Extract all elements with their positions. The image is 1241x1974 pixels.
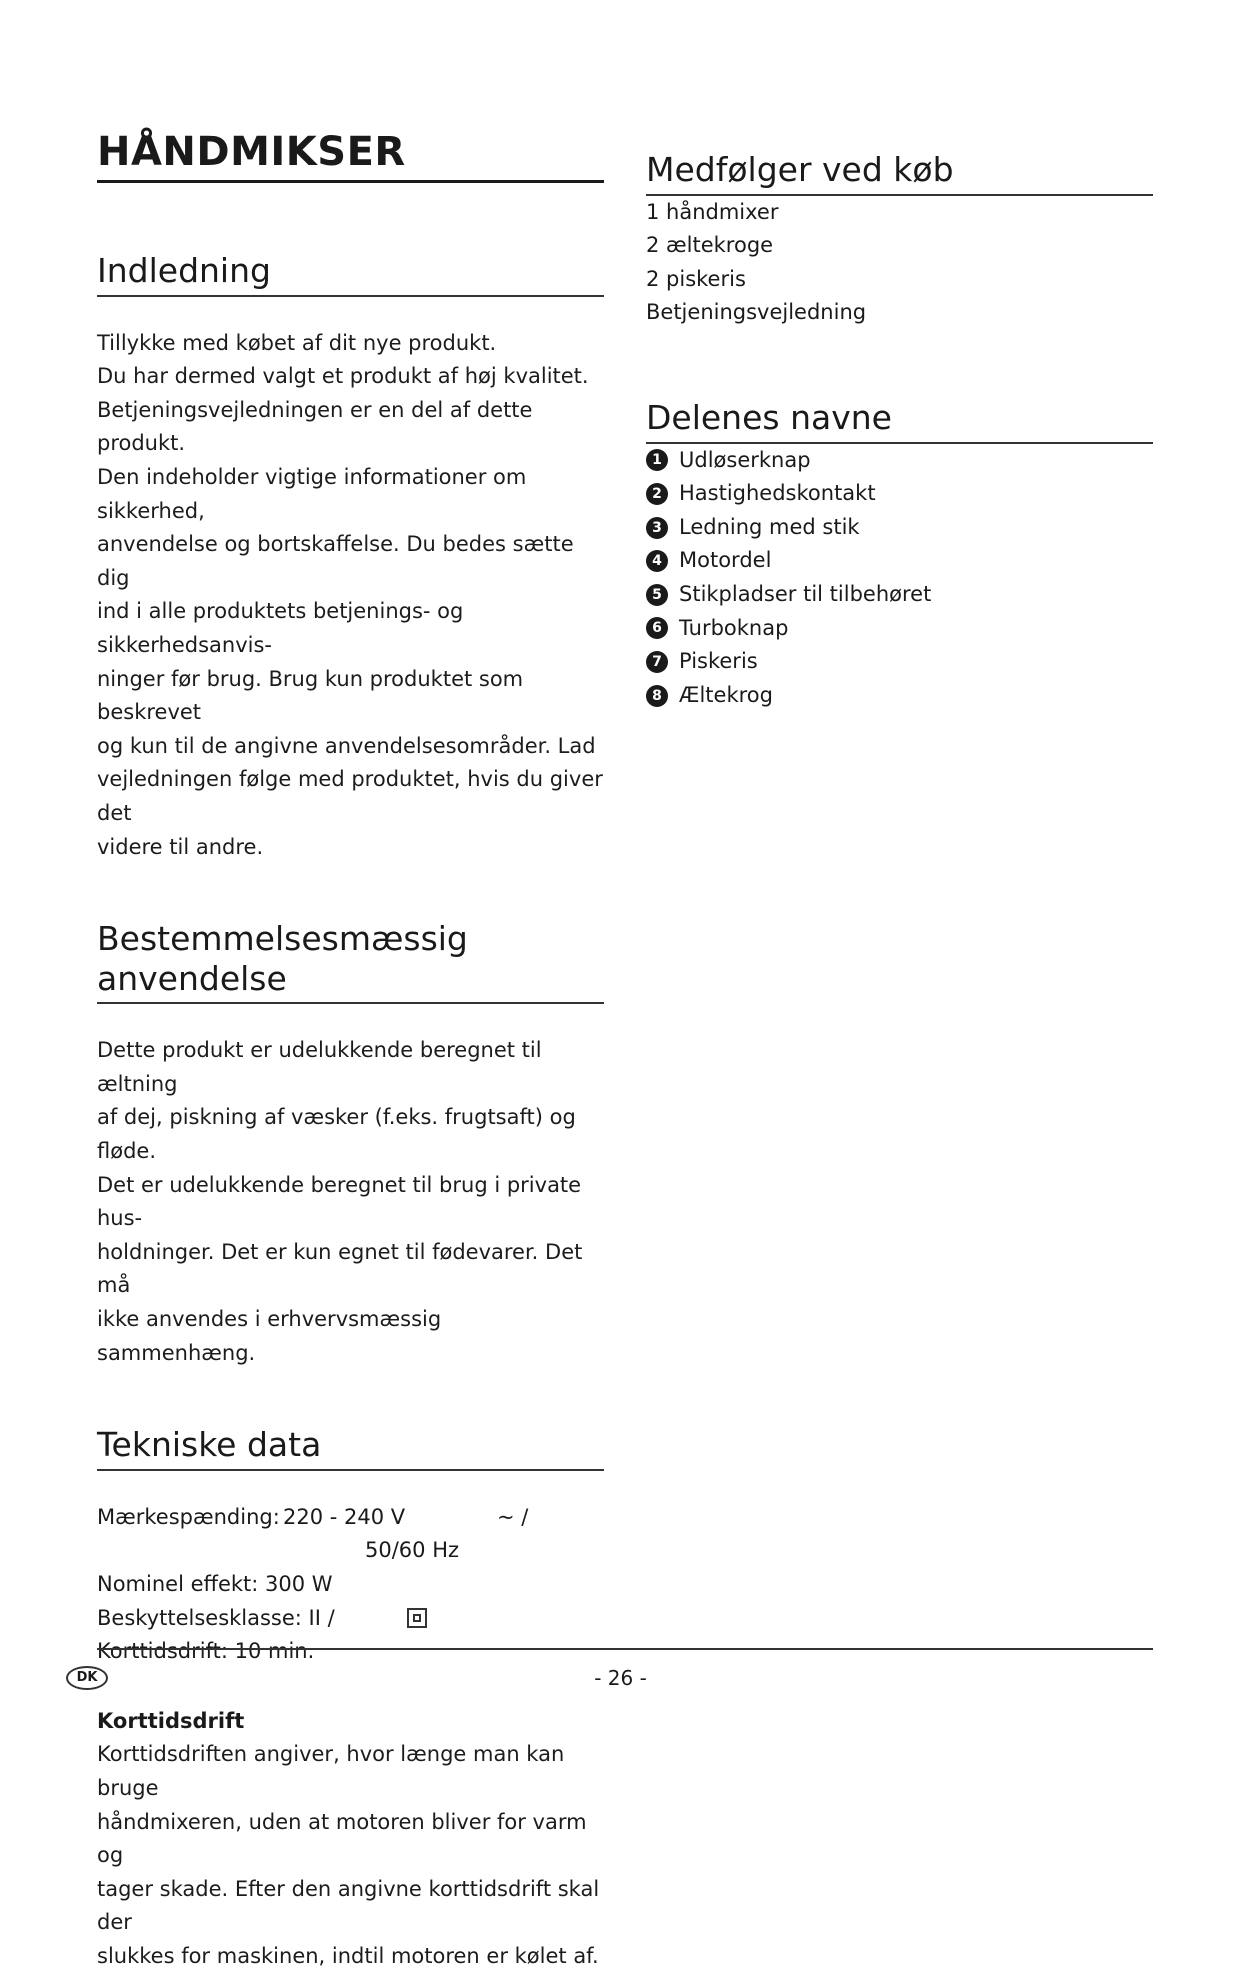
part-number-badge: 6 — [646, 617, 668, 639]
part-label: Piskeris — [679, 649, 758, 674]
part-number-badge: 8 — [646, 685, 668, 707]
voltage-label: Mærkespænding: — [97, 1504, 280, 1529]
short-time-value: Korttidsdrift: 10 min. — [97, 1639, 315, 1664]
list-item — [646, 511, 1153, 545]
page-title: HÅNDMIKSER — [97, 130, 604, 183]
voltage-value: 220 - 240 V — [283, 1504, 406, 1529]
usage-heading: Bestemmelsesmæssig anvendelse — [97, 919, 604, 1004]
intro-heading: Indledning — [97, 251, 604, 297]
usage-line: ikke anvendes i erhvervsmæssig sammenhæng. — [97, 1307, 442, 1365]
frequency-row — [97, 1534, 604, 1568]
intro-line: ind i alle produktets betjenings- og sikkerhedsanvis- — [97, 599, 464, 657]
power-value: Nominel effekt: 300 W — [97, 1572, 333, 1596]
list-item: 2 piskeris — [646, 266, 746, 291]
list-item — [646, 612, 1153, 646]
intro-line: anvendelse og bortskaffelse. Du bedes sætte dig — [97, 532, 574, 590]
short-time-line: slukkes for maskinen, indtil motoren er kølet af. — [97, 1943, 599, 1968]
part-number-badge: 7 — [646, 651, 668, 673]
part-label: Turboknap — [679, 615, 789, 640]
included-list — [646, 196, 1153, 330]
list-item — [646, 645, 1153, 679]
part-label: Udløserknap — [679, 447, 811, 472]
list-item — [646, 444, 1153, 478]
intro-line: Tillykke med købet af dit nye produkt. — [97, 330, 497, 355]
usage-section — [97, 919, 604, 1370]
intro-line: og kun til de angivne anvendelsesområder. Lad — [97, 733, 596, 758]
short-time-line: Korttidsdriften angiver, hvor længe man kan bruge — [97, 1742, 565, 1800]
short-time-line: tager skade. Efter den angivne korttidsdrift skal der — [97, 1876, 600, 1935]
tech-section — [97, 1425, 604, 1973]
usage-line: af dej, piskning af væsker (f.eks. frugtsaft) og fløde. — [97, 1105, 576, 1164]
list-item — [646, 578, 1153, 612]
part-number-badge: 3 — [646, 517, 668, 539]
voltage-row — [97, 1501, 604, 1535]
intro-line: vejledningen følge med produktet, hvis du giver det — [97, 767, 603, 825]
part-label: Hastighedskontakt — [679, 481, 876, 506]
left-column — [97, 130, 604, 1974]
intro-line: videre til andre. — [97, 834, 264, 859]
part-label: Æltekrog — [679, 682, 773, 707]
included-section — [646, 150, 1153, 330]
parts-section — [646, 398, 1153, 712]
list-item — [646, 679, 1153, 713]
tech-heading: Tekniske data — [97, 1425, 604, 1471]
power-row — [97, 1568, 604, 1602]
tech-specs — [97, 1501, 604, 1669]
list-item — [646, 544, 1153, 578]
protection-value: Beskyttelsesklasse: II / — [97, 1605, 335, 1630]
short-time-heading: Korttidsdrift — [97, 1708, 245, 1733]
part-number-badge: 2 — [646, 483, 668, 505]
list-item: 2 æltekroge — [646, 233, 774, 258]
list-item: Betjeningsvejledning — [646, 300, 867, 325]
protection-class-icon — [407, 1608, 427, 1628]
short-time-row — [97, 1635, 604, 1669]
part-label: Stikpladser til tilbehøret — [679, 581, 932, 606]
usage-line: holdninger. Det er kun egnet til fødevarer. Det må — [97, 1239, 583, 1298]
usage-text — [97, 1034, 604, 1370]
list-item — [646, 477, 1153, 511]
right-column — [646, 150, 1153, 712]
usage-line: Det er udelukkende beregnet til brug i private hus- — [97, 1172, 582, 1231]
short-time-text — [97, 1738, 604, 1973]
intro-line: Du har dermed valgt et produkt af høj kvalitet. — [97, 364, 589, 389]
country-badge: DK — [66, 1666, 108, 1690]
part-number-badge: 5 — [646, 584, 668, 606]
list-item: 1 håndmixer — [646, 199, 779, 224]
intro-line: Betjeningsvejledningen er en del af dette produkt. — [97, 397, 533, 456]
page-number: - 26 - — [594, 1666, 647, 1690]
part-label: Motordel — [679, 548, 772, 573]
footer-divider — [97, 1648, 1153, 1650]
short-time-line: håndmixeren, uden at motoren bliver for varm og — [97, 1809, 587, 1868]
part-number-badge: 1 — [646, 449, 668, 471]
intro-text — [97, 327, 604, 865]
frequency-value: 50/60 Hz — [365, 1538, 460, 1563]
intro-line: Den indeholder vigtige informationer om sikkerhed, — [97, 464, 527, 523]
part-number-badge: 4 — [646, 550, 668, 572]
usage-line: Dette produkt er udelukkende beregnet til æltning — [97, 1038, 542, 1096]
parts-heading: Delenes navne — [646, 398, 1153, 444]
included-heading: Medfølger ved køb — [646, 150, 1153, 196]
intro-section — [97, 251, 604, 864]
part-label: Ledning med stik — [679, 514, 860, 539]
protection-row — [97, 1602, 604, 1636]
ac-symbol: ~ / — [497, 1504, 529, 1529]
parts-list — [646, 444, 1153, 713]
intro-line: ninger før brug. Brug kun produktet som beskrevet — [97, 666, 524, 725]
